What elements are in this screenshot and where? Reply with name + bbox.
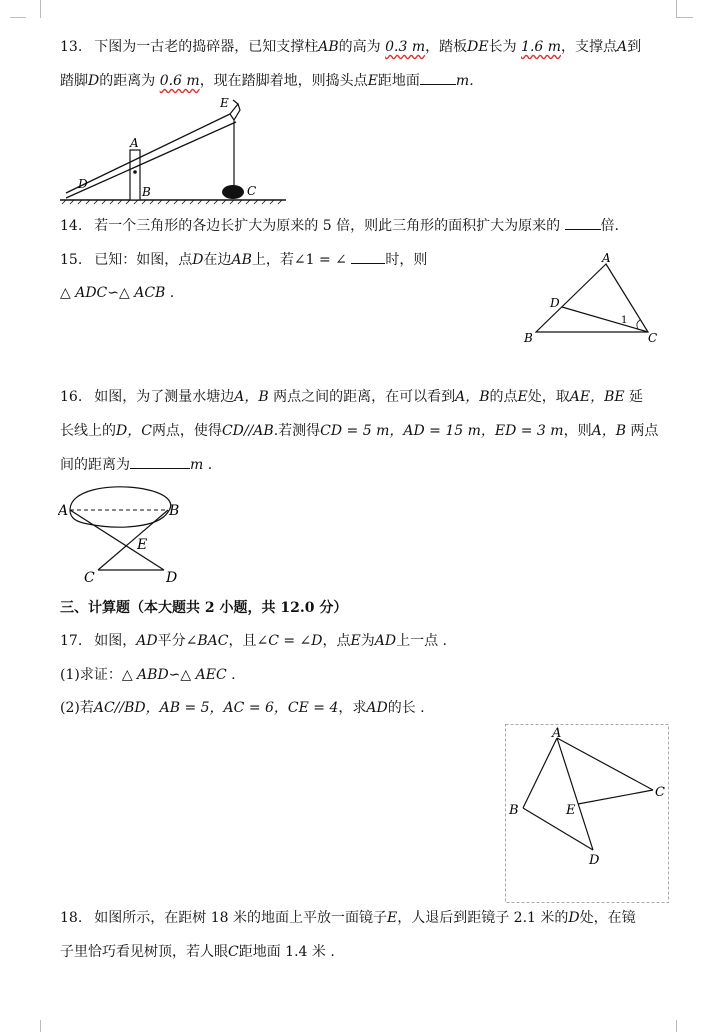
q16-number: 16. (60, 389, 83, 405)
q13-value-ab: 0.3 m (385, 39, 426, 55)
q18-text: 子里恰巧看见树顶，若人眼 (60, 944, 228, 960)
q17-line-1 (60, 631, 447, 651)
q18-text: 处，在镜 (579, 910, 636, 926)
q13-value-de: 1.6 m (521, 39, 562, 55)
q15-text: 已知：如图，点 (94, 252, 193, 268)
q18-text: ，人退后到距镜子 2.1 米的 (397, 910, 569, 926)
q13-text: 长为 (488, 39, 522, 55)
q17-figure-frame (506, 725, 669, 903)
q15-ab: AB (231, 252, 252, 268)
q13-beam-upper (66, 114, 230, 193)
q15-triangle-figure (518, 250, 668, 350)
q13-line-1 (60, 37, 641, 57)
q16-text: 两点 (625, 423, 659, 439)
q13-pounder-figure (58, 92, 288, 207)
q15-label-angle-1: 1 (621, 315, 628, 326)
q16-text: 两点，使得 (151, 423, 222, 439)
q17-label-c: C (655, 785, 665, 800)
q17-part-2 (60, 698, 425, 718)
q17-part-1 (60, 665, 236, 685)
crop-mark-top-right-h (677, 17, 693, 18)
q16-segment-bc (98, 510, 168, 570)
q16-points: A，B (234, 389, 269, 405)
q15-conclusion: △ ADC∽△ ACB . (60, 285, 175, 301)
q13-text: ，踏板 (425, 39, 468, 55)
q16-point: E (517, 389, 528, 405)
q16-text: 延 (624, 389, 644, 405)
q13-text: 的距离为 (99, 73, 160, 89)
q16-parallel: CD//AB. (221, 423, 279, 439)
q16-points: A，B (591, 423, 626, 439)
q18-d: D (568, 910, 580, 926)
q16-label-b: B (169, 503, 180, 519)
q13-text: 踏脚 (60, 73, 88, 89)
q16-label-d: D (166, 570, 178, 586)
q13-text: 距地面 (377, 73, 420, 89)
q13-label-c: C (247, 184, 257, 198)
q13-de: DE (467, 39, 489, 55)
crop-mark-bottom-right (676, 1020, 691, 1032)
q17-label-e: E (566, 803, 576, 818)
q17-label-d: D (589, 853, 600, 868)
q15-label-c: C (648, 331, 658, 345)
q17-figure (505, 724, 670, 904)
q15-d: D (192, 252, 204, 268)
q16-text: 若测得 (278, 423, 321, 439)
q14-answer-blank[interactable] (565, 215, 601, 230)
q17-bac: BAC (197, 633, 229, 649)
q17-text: 上一点 . (396, 633, 448, 649)
q13-label-e: E (220, 96, 229, 110)
q13-line-2 (60, 70, 474, 91)
q15-text: 上，若∠1 = ∠ (251, 252, 347, 268)
q17-text: 为 (360, 633, 375, 649)
q16-unit: m . (190, 457, 213, 473)
q17-number: 17. (60, 633, 83, 649)
q15-text: 时，则 (385, 252, 428, 268)
q13-a: A (617, 39, 628, 55)
q17-d: D (311, 633, 323, 649)
q16-text: 间的距离为 (60, 457, 130, 473)
q17-text: 的长 . (387, 700, 425, 716)
q17-text: (1)求证： (60, 667, 122, 683)
q17-text: 如图， (94, 633, 137, 649)
q16-text: ，则 (563, 423, 592, 439)
q13-text: 下图为一古老的捣碎器，已知支撑柱 (94, 39, 319, 55)
q17-segment-ec (578, 790, 653, 804)
q13-beam-tip (233, 100, 238, 104)
crop-mark-top-right (676, 0, 691, 18)
q15-label-a: A (602, 251, 611, 265)
q17-c: C (268, 633, 279, 649)
q18-number: 18. (60, 910, 83, 926)
q16-text: 如图，为了测量水塘边 (94, 389, 235, 405)
q18-c: C (228, 944, 239, 960)
q13-beam-end (230, 104, 240, 120)
q16-line-3 (60, 454, 212, 475)
q17-text: 平分∠ (157, 633, 198, 649)
q16-text: 处，取 (527, 389, 570, 405)
q14-text: 若一个三角形的各边长扩大为原来的 5 倍，则此三角形的面积扩大为原来的 (94, 218, 561, 234)
q13-value-ad: 0.6 m (159, 73, 200, 89)
q18-e: E (386, 910, 398, 926)
q16-segments: AE，BE (569, 389, 625, 405)
q13-label-a: A (130, 136, 139, 150)
crop-mark-bottom-left (26, 1020, 41, 1032)
q16-line-2 (60, 421, 658, 441)
q17-text: ，点 (322, 633, 351, 649)
q16-measurements: CD = 5 m，AD = 15 m，ED = 3 m (320, 423, 564, 439)
q16-answer-blank[interactable] (130, 454, 190, 469)
q15-line-2 (60, 283, 174, 303)
q13-text: ，现在踏脚着地，则捣头点 (199, 73, 368, 89)
q17-ad: AD (374, 633, 397, 649)
q18-text: 如图所示，在距树 18 米的地面上平放一面镜子 (94, 910, 387, 926)
q15-line-1 (60, 249, 427, 270)
crop-mark-top-left (26, 0, 41, 18)
q15-text: 在边 (203, 252, 232, 268)
q13-number: 13. (60, 39, 83, 55)
q13-text: ，支撑点 (561, 39, 618, 55)
q16-label-c: C (84, 570, 95, 586)
q16-text: 两点之间的距离，在可以看到 (268, 389, 456, 405)
q15-label-d: D (550, 296, 560, 310)
crop-mark-top-left-h (10, 17, 26, 18)
q14-number: 14. (60, 218, 83, 234)
q17-label-b: B (509, 803, 519, 818)
q13-label-b: B (142, 185, 151, 199)
q17-text: = ∠ (278, 633, 312, 649)
q15-answer-blank[interactable] (351, 249, 385, 264)
q17-text: (2)若 (60, 700, 94, 716)
q17-segment-ab (523, 738, 557, 808)
q16-label-a: A (58, 503, 69, 519)
q13-d: D (88, 73, 100, 89)
q15-label-b: B (524, 331, 533, 345)
q13-e: E (367, 73, 378, 89)
q13-text: 的高为 (338, 39, 386, 55)
q17-label-a: A (552, 726, 562, 741)
q14-line (60, 215, 619, 236)
q18-line-2 (60, 942, 335, 962)
q18-line-1 (60, 908, 636, 928)
q13-unit: m. (455, 73, 474, 89)
q15-angle-mark (637, 320, 640, 329)
q17-text: ，求 (338, 700, 367, 716)
q16-text: 长线上的 (60, 423, 116, 439)
q13-pivot-dot (133, 170, 137, 174)
q15-number: 15. (60, 252, 83, 268)
q13-text: 到 (627, 39, 642, 55)
q16-points: D，C (116, 423, 152, 439)
q16-pond-figure (58, 482, 188, 586)
q17-ad: AD (136, 633, 158, 649)
q13-label-d: D (78, 177, 88, 191)
section-3-heading (60, 598, 347, 618)
q16-points: A，B (455, 389, 490, 405)
q16-line-1 (60, 387, 643, 407)
q17-similarity: △ ABD∽△ AEC . (121, 667, 236, 683)
q16-text: 的点 (489, 389, 518, 405)
q17-text: ，且∠ (228, 633, 269, 649)
q16-segment-ad (70, 510, 164, 570)
q13-ab: AB (318, 39, 339, 55)
q17-segment-bd (523, 808, 593, 850)
q18-text: 距地面 1.4 米 . (238, 944, 335, 960)
q17-e: E (350, 633, 361, 649)
q14-text: 倍. (600, 218, 619, 234)
q13-pounder-head (222, 185, 244, 199)
q17-ad: AD (366, 700, 388, 716)
q17-givens: AC//BD，AB = 5，AC = 6，CE = 4 (93, 700, 339, 716)
q13-beam-lower (66, 122, 236, 198)
q16-label-e: E (137, 537, 148, 553)
section-3-title: 三、计算题（本大题共 2 小题，共 12.0 分） (60, 600, 348, 616)
q13-answer-blank[interactable] (420, 70, 456, 85)
